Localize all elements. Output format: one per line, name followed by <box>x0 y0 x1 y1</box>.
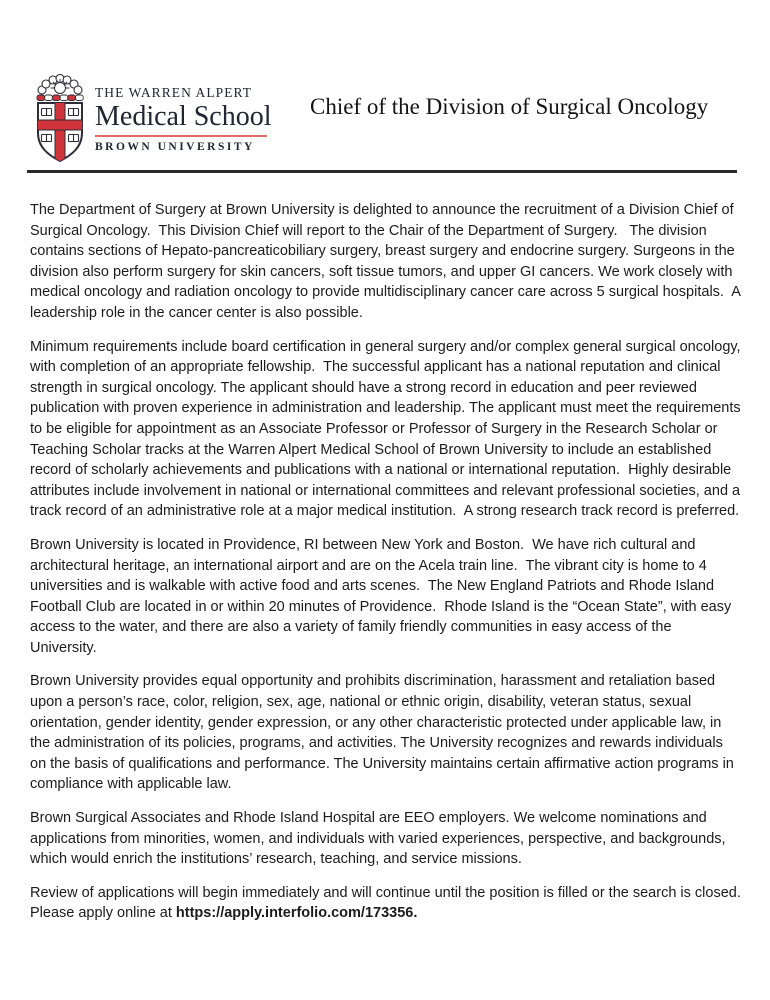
wordmark-medical-school: Medical School <box>95 101 272 132</box>
wordmark-brown-university: BROWN UNIVERSITY <box>95 141 255 154</box>
document-body <box>30 200 749 937</box>
apply-instructions-text: Review of applications will begin immediately and will continue until the position is filled or the search is closed. Please apply online at <box>30 884 749 922</box>
paragraph-providence: Brown University is located in Providence, RI between New York and Boston. We have rich cultural and architectural heritage, an international airport and are on the Acela train line. The vibrant city is home to 4 universities and is walkable with active food and arts scenes. The New England Patriots and Rhode Island Football Club are located in or within 20 minutes of Providence. Rhode Island is the “Ocean State”, with easy access to the water, and there are also a variety of family friendly communities in easy access of the University. <box>30 536 736 656</box>
paragraph-eeo-employers: Brown Surgical Associates and Rhode Island Hospital are EEO employers. We welcome nominations and applications from minorities, women, and individuals with varied experiences, perspective, and backgrounds, which would enrich the institutions’ research, teaching, and service missions. <box>30 810 730 868</box>
wordmark-red-divider <box>95 135 267 137</box>
paragraph-requirements: Minimum requirements include board certification in general surgery and/or complex general surgical oncology, with completion of an appropriate fellowship. The successful applicant has a national reputation and clinical strength in surgical oncology. The applicant should have a strong record in education and peer reviewed publication with proven experience in administration and leadership. The applicant must meet the requirements to be eligible for appointment as an Associate Professor or Professor of Surgery in the Research Scholar or Teaching Scholar tracks at the Warren Alpert Medical School of Brown University to include an established record of scholarly achievements and publications with a national or international reputation. Highly desirable attributes include involvement in national or international committees and relevant professional societies, and a track record of an administrative role at a major medical institution. A strong research track record is preferred. <box>30 338 745 520</box>
brown-crest-icon <box>29 74 91 169</box>
paragraph-apply <box>30 883 749 924</box>
header-rule <box>27 170 737 173</box>
wordmark-warren-alpert: THE WARREN ALPERT <box>95 85 253 100</box>
medical-school-wordmark <box>95 85 272 154</box>
page-title: Chief of the Division of Surgical Oncology <box>310 94 709 119</box>
paragraph-intro: The Department of Surgery at Brown University is delighted to announce the recruitment of a Division Chief of Surgical Oncology. This Division Chief will report to the Chair of the Department of Surgery. The division contains sections of Hepato-pancreaticobiliary surgery, breast surgery and endocrine surgery. Surgeons in the division also perform surgery for skin cancers, soft tissue tumors, and upper GI cancers. We work closely with medical oncology and radiation oncology to provide multidisciplinary cancer care across 5 surgical hospitals. A leadership role in the cancer center is also possible. <box>30 202 745 321</box>
apply-link[interactable]: https://apply.interfolio.com/173356. <box>175 905 418 922</box>
paragraph-equal-opportunity: Brown University provides equal opportunity and prohibits discrimination, harassment and retaliation based upon a person’s race, color, religion, sex, age, national or ethnic origin, disability, veteran status, sexual orientation, gender identity, gender expression, or any other characteristic protected under applicable law, in the administration of its policies, programs, and activities. The University recognizes and rewards individuals on the basis of qualifications and performance. The University maintains certain affirmative action programs in compliance with applicable law. <box>30 673 738 793</box>
